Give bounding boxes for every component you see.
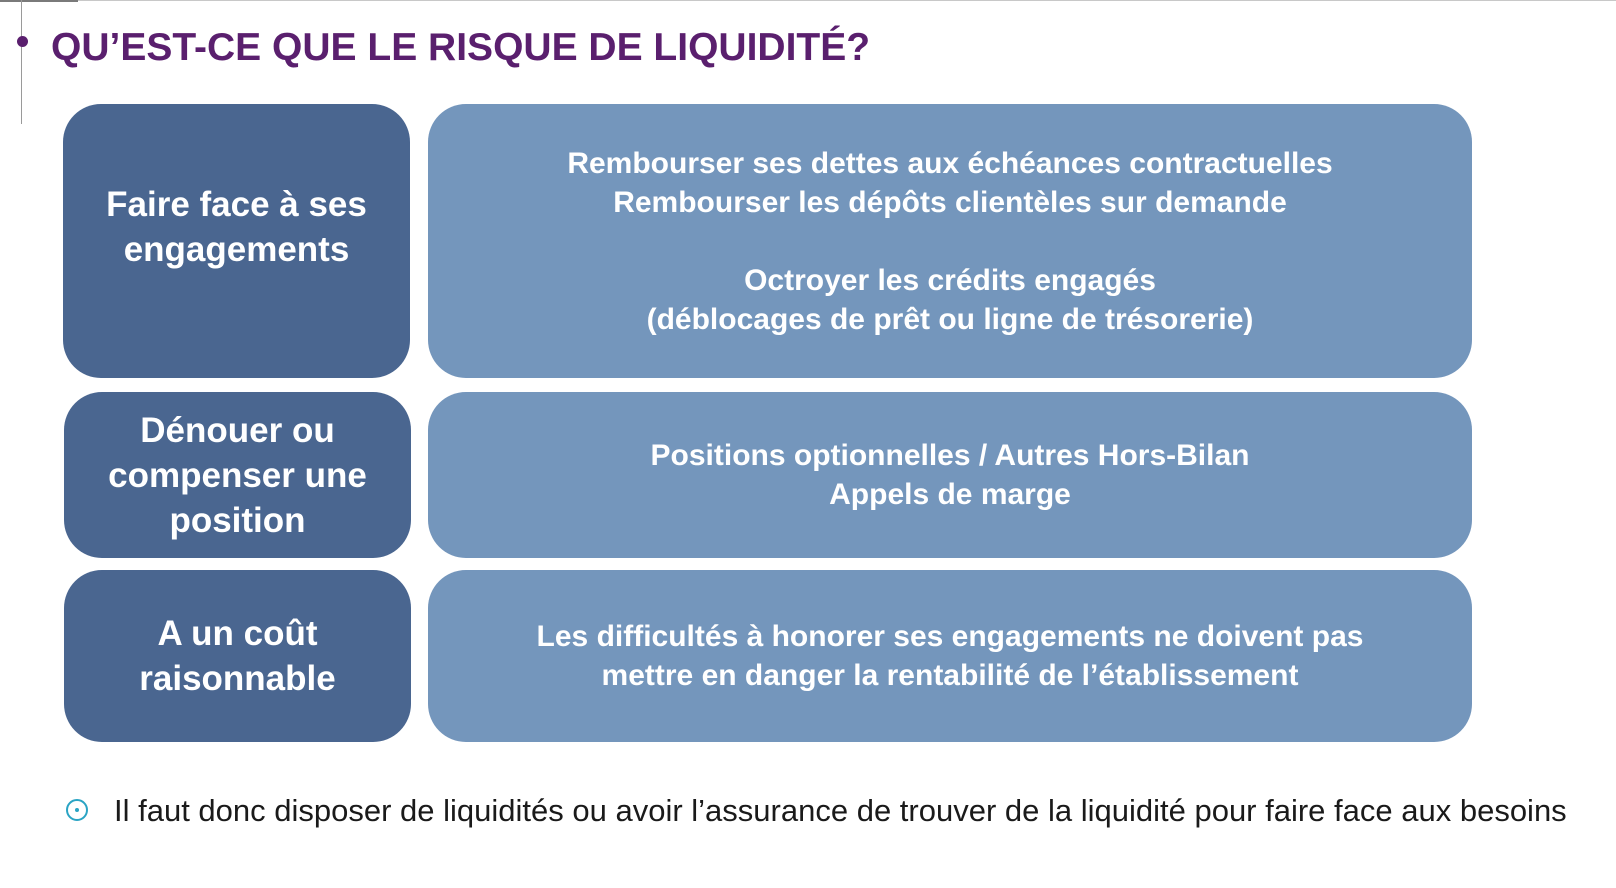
top-rule-accent xyxy=(0,0,78,2)
label-line: Dénouer ou xyxy=(140,410,335,450)
detail-line: Rembourser les dépôts clientèles sur demande xyxy=(613,185,1287,219)
detail-line: Positions optionnelles / Autres Hors-Bilan xyxy=(650,439,1250,472)
label-line: raisonnable xyxy=(139,659,336,698)
circle-dot-icon xyxy=(66,799,88,821)
title-bullet-icon xyxy=(17,36,28,47)
label-line: compenser une xyxy=(108,455,367,495)
detail-line: (déblocages de prêt ou ligne de trésorerie) xyxy=(646,302,1254,336)
label-line: position xyxy=(169,500,306,540)
detail-line: Rembourser ses dettes aux échéances contractuelles xyxy=(567,146,1333,180)
label-line: A un coût xyxy=(157,614,318,653)
detail-box-position xyxy=(428,392,1472,558)
slide-title: QU’EST-CE QUE LE RISQUE DE LIQUIDITÉ? xyxy=(51,26,871,69)
left-rule xyxy=(21,0,22,124)
label-line: engagements xyxy=(123,230,350,269)
detail-box-obligations xyxy=(428,104,1472,378)
detail-line: Les difficultés à honorer ses engagements ne doivent pas xyxy=(536,620,1364,653)
conclusion-note: Il faut donc disposer de liquidités ou avoir l’assurance de trouver de la liquidité pour faire face aux besoins xyxy=(114,793,1567,828)
detail-line: Octroyer les crédits engagés xyxy=(744,263,1156,297)
label-box-position xyxy=(64,392,411,558)
detail-line: mettre en danger la rentabilité de l’établissement xyxy=(601,659,1299,692)
label-line: Faire face à ses xyxy=(106,185,367,224)
label-box-obligations xyxy=(63,104,410,378)
top-rule xyxy=(0,0,1616,1)
detail-line: Appels de marge xyxy=(829,478,1071,511)
label-box-cost xyxy=(64,570,411,742)
detail-box-cost xyxy=(428,570,1472,742)
